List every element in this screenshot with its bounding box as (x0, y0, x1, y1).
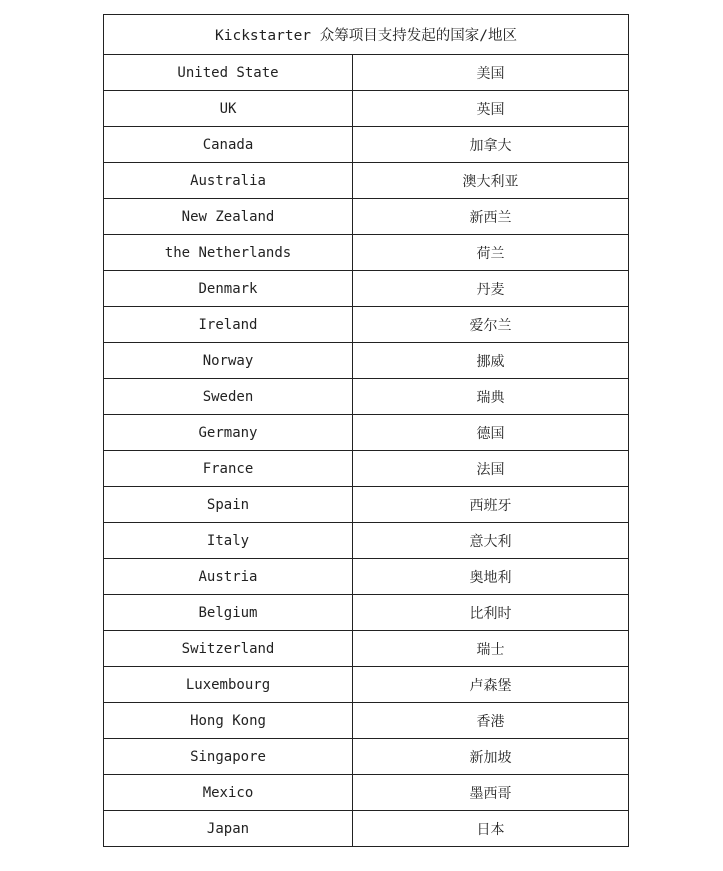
table-row (104, 595, 629, 631)
country-name-english: the Netherlands (104, 235, 353, 271)
table-row (104, 739, 629, 775)
table-row (104, 199, 629, 235)
table-row (104, 487, 629, 523)
country-name-english: UK (104, 91, 353, 127)
table-row (104, 631, 629, 667)
table-title: Kickstarter 众筹项目支持发起的国家/地区 (104, 15, 629, 55)
country-name-english: Canada (104, 127, 353, 163)
table-row (104, 91, 629, 127)
country-name-english: Switzerland (104, 631, 353, 667)
country-name-chinese: 新加坡 (353, 739, 629, 775)
table-body (104, 55, 629, 847)
table-row (104, 379, 629, 415)
country-name-chinese: 瑞典 (353, 379, 629, 415)
country-name-chinese: 新西兰 (353, 199, 629, 235)
country-name-english: Denmark (104, 271, 353, 307)
country-name-chinese: 爱尔兰 (353, 307, 629, 343)
table-row (104, 127, 629, 163)
country-name-chinese: 英国 (353, 91, 629, 127)
country-name-english: Spain (104, 487, 353, 523)
country-name-english: Austria (104, 559, 353, 595)
table-row (104, 451, 629, 487)
country-name-english: Australia (104, 163, 353, 199)
country-name-english: Ireland (104, 307, 353, 343)
country-name-chinese: 荷兰 (353, 235, 629, 271)
table-row (104, 703, 629, 739)
country-name-english: Norway (104, 343, 353, 379)
table-row (104, 343, 629, 379)
country-name-chinese: 卢森堡 (353, 667, 629, 703)
table-row (104, 163, 629, 199)
table-row (104, 415, 629, 451)
country-name-chinese: 加拿大 (353, 127, 629, 163)
country-name-english: Germany (104, 415, 353, 451)
country-name-english: United State (104, 55, 353, 91)
country-name-english: Hong Kong (104, 703, 353, 739)
country-name-english: New Zealand (104, 199, 353, 235)
country-name-chinese: 澳大利亚 (353, 163, 629, 199)
table-row (104, 559, 629, 595)
country-name-chinese: 西班牙 (353, 487, 629, 523)
country-name-chinese: 墨西哥 (353, 775, 629, 811)
country-name-english: France (104, 451, 353, 487)
country-name-chinese: 比利时 (353, 595, 629, 631)
table-row (104, 775, 629, 811)
table-row (104, 811, 629, 847)
country-name-chinese: 香港 (353, 703, 629, 739)
table-row (104, 55, 629, 91)
country-name-chinese: 奥地利 (353, 559, 629, 595)
country-name-english: Sweden (104, 379, 353, 415)
table-row (104, 667, 629, 703)
country-name-english: Singapore (104, 739, 353, 775)
country-name-english: Italy (104, 523, 353, 559)
country-name-english: Mexico (104, 775, 353, 811)
table-row (104, 307, 629, 343)
countries-table-container (103, 14, 628, 847)
country-name-chinese: 德国 (353, 415, 629, 451)
country-name-chinese: 瑞士 (353, 631, 629, 667)
table-row (104, 271, 629, 307)
country-name-chinese: 丹麦 (353, 271, 629, 307)
country-name-english: Belgium (104, 595, 353, 631)
country-name-english: Luxembourg (104, 667, 353, 703)
country-name-chinese: 日本 (353, 811, 629, 847)
country-name-chinese: 法国 (353, 451, 629, 487)
table-row (104, 523, 629, 559)
countries-table (103, 14, 629, 847)
country-name-chinese: 意大利 (353, 523, 629, 559)
country-name-chinese: 挪威 (353, 343, 629, 379)
table-row (104, 235, 629, 271)
table-title-row (104, 15, 629, 55)
country-name-english: Japan (104, 811, 353, 847)
country-name-chinese: 美国 (353, 55, 629, 91)
